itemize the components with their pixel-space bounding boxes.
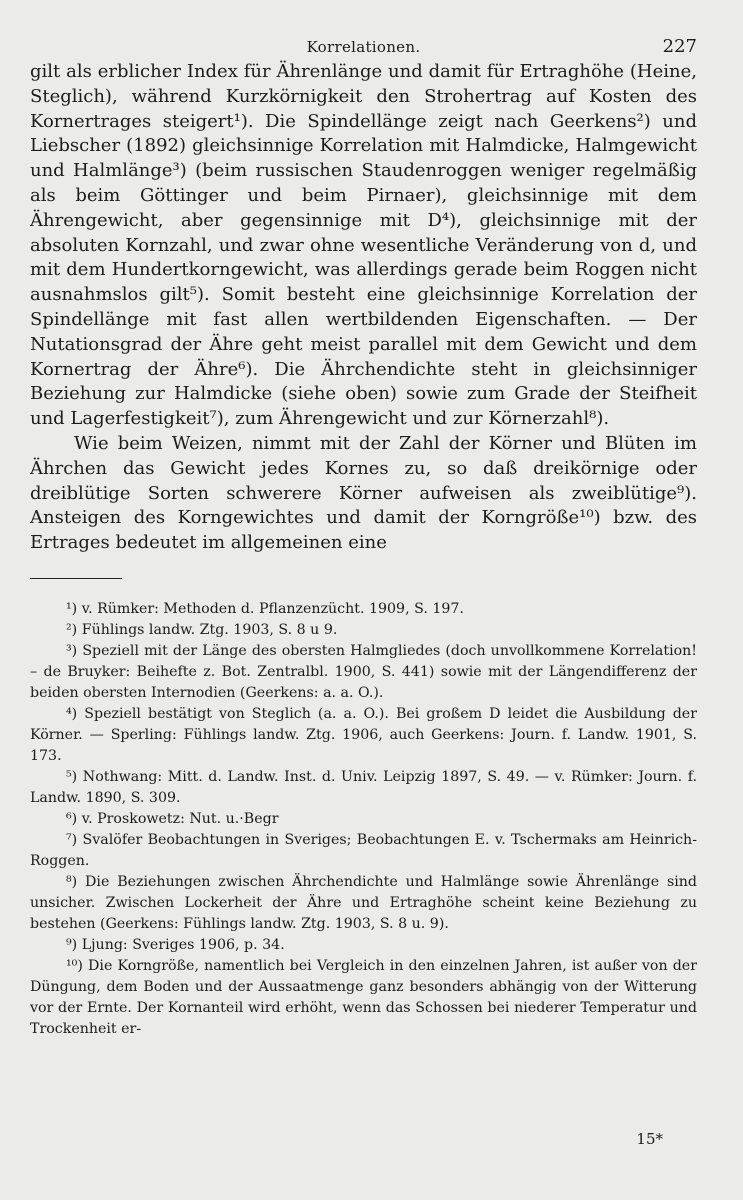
page-number: 227 [662, 36, 697, 57]
main-text [30, 60, 697, 556]
footnote-2: ²) Fühlings landw. Ztg. 1903, S. 8 u 9. [66, 621, 338, 638]
footnote-9: ⁹) Ljung: Sveriges 1906, p. 34. [66, 936, 285, 953]
footnotes [30, 599, 697, 1040]
paragraph: Wie beim Weizen, nimmt mit der Zahl der Körner und Blüten im Ährchen das Gewicht jedes Kornes zu, so daß dreikörnige oder dreiblütige Sorten schwerere Körner aufweisen als zweiblütige⁹). Ansteigen des Korngewichtes und damit der Korngröße¹⁰) bzw. des Ertrages bedeutet im allgemeinen eine [30, 432, 697, 554]
footnote-6: ⁶) v. Proskowetz: Nut. u.·Begr [66, 810, 279, 827]
paragraph: gilt als erblicher Index für Ährenlänge und damit für Ertraghöhe (Heine, Steglich), während Kurzkörnigkeit den Strohertrag auf Kosten des Kornertrages steigert¹). Die Spindellänge zeigt nach Geerkens²) und Liebscher (1892) gleichsinnige Korrelation mit Halmdicke, Halmgewicht und Halmlänge³) (beim russischen Staudenroggen weniger regelmäßig als beim Göttinger und beim Pirnaer), gleichsinnige mit dem Ährengewicht, aber gegensinnige mit D⁴), gleichsinnige mit der absoluten Kornzahl, und zwar ohne wesentliche Veränderung von d, und mit dem Hundertkorngewicht, was allerdings gerade beim Roggen nicht ausnahmslos gilt⁵). Somit besteht eine gleichsinnige Korrelation der Spindellänge mit fast allen wertbildenden Eigenschaften. — Der Nutationsgrad der Ähre geht meist parallel mit dem Gewicht und dem Kornertrag der Ähre⁶). Die Ährchendichte steht in gleichsinniger Beziehung zur Halmdicke (siehe oben) sowie zum Grade der Steifheit und Lagerfestigkeit⁷), zum Ährengewicht und zur Körnerzahl⁸). [30, 61, 697, 430]
footnote-8: ⁸) Die Beziehungen zwischen Ährchendichte und Halmlänge sowie Ährenlänge sind unsicher. Zwischen Lockerheit der Ähre und Ertraghöhe scheint keine Beziehung zu bestehen (Geerkens: Fühlings landw. Ztg. 1903, S. 8 u. 9). [30, 873, 697, 932]
running-head: Korrelationen. [306, 38, 421, 56]
footnote-separator [30, 578, 122, 579]
footnote-4: ⁴) Speziell bestätigt von Steglich (a. a. O.). Bei großem D leidet die Ausbildung der Körner. — Sperling: Fühlings landw. Ztg. 1906, auch Geerkens: Journ. f. Landw. 1901, S. 173. [30, 705, 697, 764]
page-header [30, 30, 697, 60]
signature-mark: 15* [636, 1130, 663, 1148]
footnote-7: ⁷) Svalöfer Beobachtungen in Sveriges; Beobachtungen E. v. Tschermaks am Heinrich-Roggen. [30, 831, 697, 869]
footnote-1: ¹) v. Rümker: Methoden d. Pflanzenzücht. 1909, S. 197. [66, 600, 464, 617]
footnote-10: ¹⁰) Die Korngröße, namentlich bei Vergleich in den einzelnen Jahren, ist außer von der Düngung, dem Boden und der Aussaatmenge ganz besonders abhängig von der Witterung vor der Ernte. Der Kornanteil wird erhöht, wenn das Schossen bei niederer Temperatur und Trockenheit er- [30, 957, 697, 1037]
footnote-3: ³) Speziell mit der Länge des obersten Halmgliedes (doch unvollkommene Korrelation! – de Bruyker: Beihefte z. Bot. Zentralbl. 1900, S. 441) sowie mit der Längendifferenz der beiden obersten Internodien (Geerkens: a. a. O.). [30, 642, 697, 701]
footnote-5: ⁵) Nothwang: Mitt. d. Landw. Inst. d. Univ. Leipzig 1897, S. 49. — v. Rümker: Journ. f. Landw. 1890, S. 309. [30, 768, 697, 806]
